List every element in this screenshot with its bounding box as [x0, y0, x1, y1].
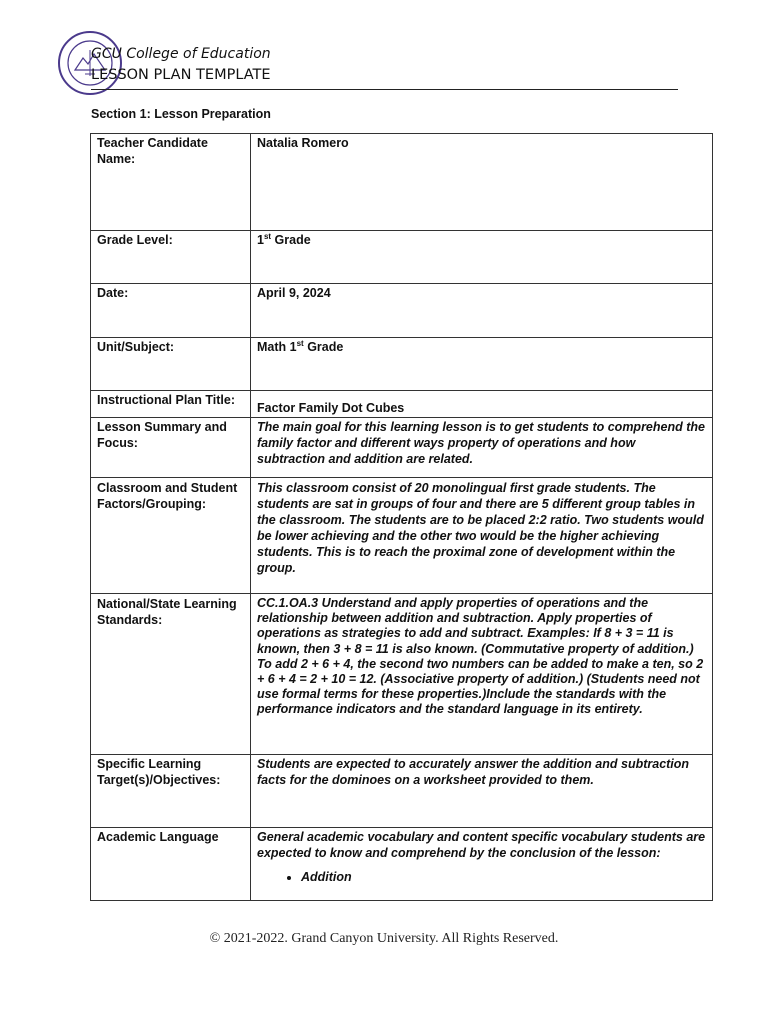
academic-label: Academic Language	[91, 828, 251, 901]
table-row	[91, 594, 713, 755]
date-value: April 9, 2024	[251, 284, 713, 338]
standards-label: National/State Learning Standards:	[91, 594, 251, 755]
lesson-prep-table	[90, 133, 713, 901]
academic-text: General academic vocabulary and content specific vocabulary students are expected to know and comprehend by the conclusion of the lesson:	[257, 830, 706, 860]
summary-label: Lesson Summary and Focus:	[91, 418, 251, 478]
table-row	[91, 391, 713, 418]
copyright-footer: © 2021-2022. Grand Canyon University. All Rights Reserved.	[209, 931, 559, 946]
academic-value	[251, 828, 713, 901]
table-row	[91, 134, 713, 231]
header-rule	[91, 89, 678, 90]
standards-value: CC.1.OA.3 Understand and apply properties of operations and the relationship between addition and subtraction. Apply properties of operations as strategies to add and subtract. Examples: If 8 + 3 = 11 is known, then 3 + 8 = 11 is also known. (Commutative property of addition.) To add 2 + 6 + 4, the second two numbers can be added to make a ten, so 2 + 6 + 4 = 2 + 10 = 12. (Associative property of addition.) (Students need not use formal terms for these properties.)Include the standards with the performance indicators and the standard language in its entirety.	[251, 594, 713, 755]
plan-title-label: Instructional Plan Title:	[91, 391, 251, 418]
teacher-label: Teacher Candidate Name:	[91, 134, 251, 231]
unit-sup: st	[296, 338, 304, 348]
table-row	[91, 478, 713, 594]
grade-value	[251, 231, 713, 284]
summary-value: The main goal for this learning lesson is to get students to comprehend the family factor and different ways property of operations and how subtraction and addition are related.	[251, 418, 713, 478]
table-row	[91, 231, 713, 284]
list-item: • Addition	[301, 869, 706, 885]
unit-prefix: Math 1	[257, 340, 297, 354]
section-title: Section 1: Lesson Preparation	[91, 107, 271, 121]
objectives-label: Specific Learning Target(s)/Objectives:	[91, 755, 251, 828]
gcu-seal-logo	[57, 30, 123, 96]
grade-rest: Grade	[271, 233, 311, 247]
template-title: LESSON PLAN TEMPLATE	[91, 67, 271, 83]
grade-label: Grade Level:	[91, 231, 251, 284]
teacher-value: Natalia Romero	[251, 134, 713, 231]
objectives-value: Students are expected to accurately answer the addition and subtraction facts for the dominoes on a worksheet provided to them.	[251, 755, 713, 828]
date-label: Date:	[91, 284, 251, 338]
table-row	[91, 828, 713, 901]
plan-title-value: Factor Family Dot Cubes	[251, 391, 713, 418]
unit-rest: Grade	[303, 340, 344, 354]
unit-label: Unit/Subject:	[91, 338, 251, 391]
grade-num: 1	[257, 233, 264, 247]
classroom-value: This classroom consist of 20 monolingual first grade students. The students are sat in groups of four and there are 5 different group tables in the classroom. The students are to be placed 2:2 ratio. Two students would be lower achieving and the other two would be the higher achieving students. This is to reach the proximal zone of development within the group.	[251, 478, 713, 594]
table-row	[91, 418, 713, 478]
unit-value	[251, 338, 713, 391]
academic-list	[257, 869, 706, 885]
college-name: GCU College of Education	[91, 46, 271, 62]
table-row	[91, 284, 713, 338]
grade-sup: st	[263, 231, 272, 241]
classroom-label: Classroom and Student Factors/Grouping:	[91, 478, 251, 594]
table-row	[91, 755, 713, 828]
table-row	[91, 338, 713, 391]
